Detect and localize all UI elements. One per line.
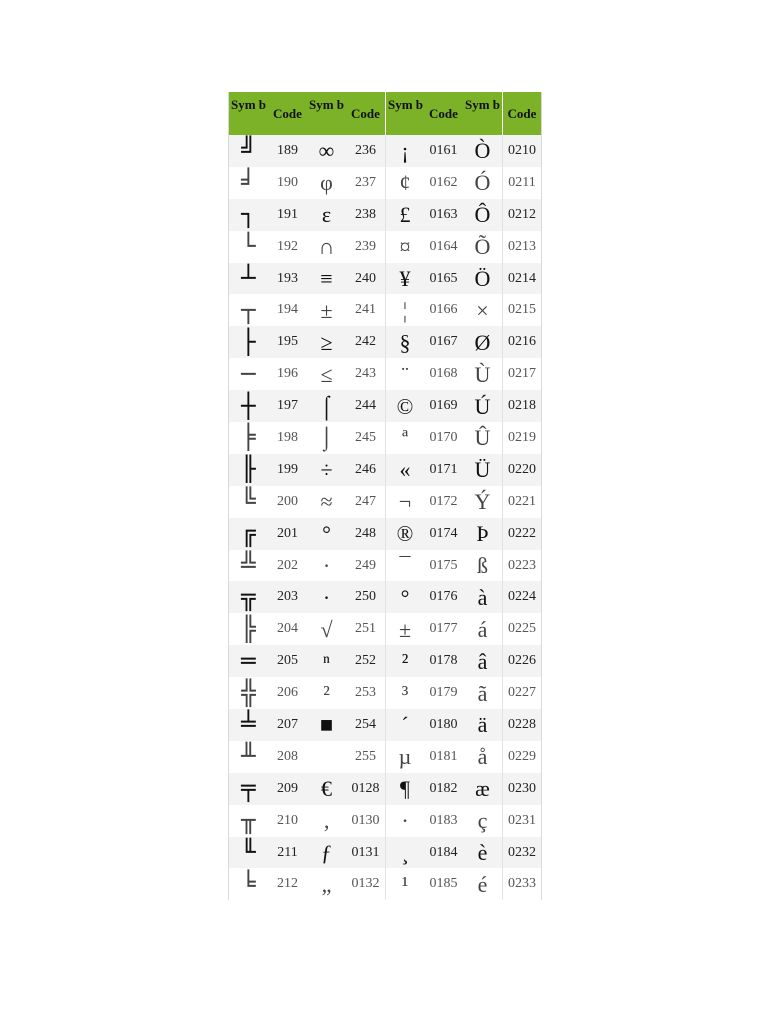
- table-row: [229, 645, 541, 677]
- code-cell: 0181: [429, 748, 458, 764]
- code-cell: 0210: [502, 135, 541, 167]
- symbol-cell: ├: [241, 327, 256, 356]
- symbol-cell: Þ: [476, 521, 489, 547]
- symbol-cell: ╚: [241, 487, 256, 516]
- code-cell: 208: [277, 748, 298, 764]
- symbol-cell: ·: [322, 584, 331, 610]
- symbol-cell: £: [385, 199, 424, 231]
- symbol-cell: ⁿ: [323, 648, 330, 674]
- code-cell: 0179: [429, 685, 458, 701]
- symbol-cell: Ü: [474, 457, 491, 483]
- symbol-cell: └: [241, 232, 256, 261]
- table-row: [229, 294, 541, 326]
- code-cell: 0177: [429, 621, 458, 637]
- symbol-cell: ╔: [241, 519, 256, 548]
- symbol-cell: ╤: [241, 774, 256, 803]
- symbol-cell: ¹: [385, 868, 424, 900]
- code-cell: 0229: [502, 741, 541, 773]
- header-code-4: Code: [502, 92, 541, 135]
- symbol-cell: Ó: [474, 170, 491, 196]
- symbol-cell: ä: [477, 712, 488, 738]
- code-cell: 0168: [429, 366, 458, 382]
- symbol-cell: ╠: [241, 614, 256, 643]
- code-cell: 0131: [351, 844, 380, 860]
- code-cell: 0128: [351, 780, 380, 796]
- code-cell: 253: [355, 685, 376, 701]
- table-row: [229, 805, 541, 837]
- symbol-cell: ‚: [322, 808, 331, 834]
- code-cell: 250: [355, 589, 376, 605]
- table-row: [229, 167, 541, 199]
- symbol-cell: á: [477, 616, 488, 642]
- table-row: [229, 422, 541, 454]
- symbol-cell: ¢: [385, 167, 424, 199]
- symbol-cell: Õ: [474, 234, 491, 260]
- symbol-cell: ╛: [241, 168, 256, 197]
- symbol-cell: „: [321, 871, 332, 897]
- table-row: [229, 868, 541, 900]
- symbol-cell: φ: [320, 170, 333, 196]
- code-cell: 0163: [429, 206, 458, 222]
- symbol-cell: ·: [322, 553, 331, 579]
- symbol-cell: æ: [475, 776, 490, 802]
- symbol-cell: ¶: [385, 773, 424, 805]
- code-cell: 191: [277, 206, 298, 222]
- code-cell: 0171: [429, 461, 458, 477]
- symbol-cell: ç: [477, 808, 488, 834]
- symbol-cell: €: [321, 776, 332, 802]
- code-cell: 236: [355, 142, 376, 158]
- code-cell: 0182: [429, 780, 458, 796]
- code-cell: 238: [355, 206, 376, 222]
- code-cell: 0172: [429, 493, 458, 509]
- code-cell: 201: [277, 525, 298, 541]
- code-cell: 202: [277, 557, 298, 573]
- symbol-cell: §: [385, 326, 424, 358]
- code-cell: 0165: [429, 270, 458, 286]
- symbol-cell: ß: [477, 553, 488, 579]
- code-cell: 197: [277, 398, 298, 414]
- code-cell: 240: [355, 270, 376, 286]
- symbol-cell: ·: [385, 805, 424, 837]
- symbol-cell: ±: [385, 613, 424, 645]
- symbol-cell: ¡: [385, 135, 424, 167]
- code-cell: 0211: [502, 167, 541, 199]
- symbol-cell: â: [477, 648, 488, 674]
- code-cell: 0226: [502, 645, 541, 677]
- symbol-cell: ╙: [241, 838, 256, 867]
- code-cell: 0232: [502, 837, 541, 869]
- code-cell: 203: [277, 589, 298, 605]
- symbol-cell: é: [477, 871, 488, 897]
- symbol-cell: ≡: [320, 266, 333, 291]
- code-cell: 204: [277, 621, 298, 637]
- code-cell: 200: [277, 493, 298, 509]
- code-cell: 194: [277, 302, 298, 318]
- symbol-cell: ´: [385, 709, 424, 741]
- table-row: [229, 550, 541, 582]
- symbol-cell: ╟: [241, 455, 256, 484]
- code-cell: 237: [355, 174, 376, 190]
- symbol-cell: µ: [385, 741, 424, 773]
- code-cell: 0227: [502, 677, 541, 709]
- code-cell: 0164: [429, 238, 458, 254]
- code-cell: 0217: [502, 358, 541, 390]
- code-cell: 0228: [502, 709, 541, 741]
- symbol-cell: ª: [385, 422, 424, 454]
- code-cell: 248: [355, 525, 376, 541]
- symbol-cell: ⌠: [319, 393, 334, 419]
- header-sym-1: Sym b: [231, 97, 267, 112]
- code-cell: 254: [355, 716, 376, 732]
- symbol-cell: ─: [241, 359, 256, 388]
- symbol-cell: ┴: [241, 264, 256, 292]
- symbol-cell: ∞: [318, 138, 335, 164]
- code-cell: 206: [277, 685, 298, 701]
- symbol-cell: ╩: [241, 551, 256, 580]
- symbol-cell: ┬: [241, 295, 256, 324]
- symbol-cell: ¤: [385, 231, 424, 263]
- symbol-cell: ×: [476, 297, 489, 323]
- code-cell: 0176: [429, 589, 458, 605]
- symbol-cell: «: [385, 454, 424, 486]
- symbol-cell: ╬: [241, 678, 256, 707]
- header-code-3: Code: [429, 106, 458, 121]
- table-row: [229, 677, 541, 709]
- symbol-cell: Ø: [474, 329, 491, 355]
- code-cell: 192: [277, 238, 298, 254]
- symbol-cell: ∩: [318, 234, 335, 260]
- symbol-cell: ╦: [241, 582, 256, 611]
- code-cell: 0218: [502, 390, 541, 422]
- code-cell: 0216: [502, 326, 541, 358]
- header-sym-4: Sym b: [465, 97, 501, 112]
- code-cell: 0162: [429, 174, 458, 190]
- symbol-cell: ®: [385, 518, 424, 550]
- symbol-cell: Ý: [474, 489, 491, 515]
- symbol-cell: ¨: [385, 358, 424, 390]
- symbol-cell: Ö: [474, 266, 491, 291]
- header-sym-3: Sym b: [385, 92, 424, 135]
- table-row: [229, 199, 541, 231]
- code-cell: 0185: [429, 876, 458, 892]
- table-row: [229, 454, 541, 486]
- code-cell: 255: [355, 748, 376, 764]
- table-row: [229, 135, 541, 167]
- code-cell: 207: [277, 716, 298, 732]
- symbol-cell: ²: [385, 645, 424, 677]
- code-cell: 210: [277, 812, 298, 828]
- symbol-cell: ³: [385, 677, 424, 709]
- code-cell: 211: [277, 844, 298, 860]
- code-cell: 0170: [429, 429, 458, 445]
- code-cell: 244: [355, 398, 376, 414]
- symbol-cell: ╧: [241, 710, 256, 739]
- symbol-cell: ≈: [320, 489, 333, 515]
- code-cell: 0174: [429, 525, 458, 541]
- symbol-cell: Ù: [474, 361, 491, 387]
- symbol-cell: ┼: [241, 391, 256, 420]
- table-row: [229, 773, 541, 805]
- code-cell: 251: [355, 621, 376, 637]
- symbol-cell: ═: [241, 646, 256, 675]
- code-cell: 0214: [502, 263, 541, 295]
- code-cell: 196: [277, 366, 298, 382]
- symbol-cell: ÷: [320, 457, 333, 483]
- code-cell: 0169: [429, 398, 458, 414]
- table-header-row: [229, 92, 541, 135]
- symbol-cell: ╨: [241, 742, 256, 771]
- code-cell: 0167: [429, 334, 458, 350]
- code-cell: 0183: [429, 812, 458, 828]
- code-cell: 252: [355, 653, 376, 669]
- code-cell: 0213: [502, 231, 541, 263]
- character-code-table: [228, 92, 542, 900]
- table-row: [229, 741, 541, 773]
- symbol-cell: °: [322, 521, 331, 547]
- symbol-cell: ⌡: [319, 425, 334, 451]
- table-row: [229, 231, 541, 263]
- code-cell: 198: [277, 429, 298, 445]
- code-cell: 243: [355, 366, 376, 382]
- code-cell: 0220: [502, 454, 541, 486]
- table-row: [229, 709, 541, 741]
- symbol-cell: ã: [477, 680, 488, 706]
- symbol-cell: ╞: [241, 423, 256, 452]
- table-row: [229, 326, 541, 358]
- symbol-cell: Ú: [474, 393, 491, 419]
- symbol-cell: Ò: [474, 138, 491, 164]
- code-cell: 190: [277, 174, 298, 190]
- code-cell: 245: [355, 429, 376, 445]
- symbol-cell: °: [385, 581, 424, 613]
- code-cell: 0130: [351, 812, 380, 828]
- code-cell: 0223: [502, 550, 541, 582]
- symbol-cell: Û: [474, 425, 491, 451]
- header-code-2: Code: [351, 106, 380, 121]
- code-cell: 242: [355, 334, 376, 350]
- code-cell: 0221: [502, 486, 541, 518]
- code-cell: 0225: [502, 613, 541, 645]
- symbol-cell: ╘: [241, 869, 256, 898]
- table-body: [229, 135, 541, 900]
- symbol-cell: å: [477, 744, 488, 770]
- symbol-cell: ¥: [385, 263, 424, 295]
- code-cell: 209: [277, 780, 298, 796]
- code-cell: 0166: [429, 302, 458, 318]
- code-cell: 0212: [502, 199, 541, 231]
- code-cell: 0132: [351, 876, 380, 892]
- table-row: [229, 581, 541, 613]
- code-cell: 0180: [429, 716, 458, 732]
- symbol-cell: ¦: [385, 294, 424, 326]
- symbol-cell: ²: [323, 680, 330, 706]
- table-row: [229, 263, 541, 295]
- table-row: [229, 358, 541, 390]
- code-cell: 0175: [429, 557, 458, 573]
- code-cell: 193: [277, 270, 298, 286]
- symbol-cell: ±: [320, 297, 333, 323]
- code-cell: 0224: [502, 581, 541, 613]
- table-row: [229, 518, 541, 550]
- symbol-cell: ©: [385, 390, 424, 422]
- table-row: [229, 613, 541, 645]
- code-cell: 212: [277, 876, 298, 892]
- header-code-1: Code: [273, 106, 302, 121]
- code-cell: 0215: [502, 294, 541, 326]
- symbol-cell: ¸: [385, 837, 424, 869]
- code-cell: 0161: [429, 142, 458, 158]
- code-cell: 0230: [502, 773, 541, 805]
- code-cell: 0219: [502, 422, 541, 454]
- code-cell: 205: [277, 653, 298, 669]
- symbol-cell: ƒ: [321, 840, 332, 866]
- code-cell: 241: [355, 302, 376, 318]
- symbol-cell: ≤: [320, 361, 333, 387]
- symbol-cell: ε: [321, 202, 332, 228]
- symbol-cell: ¯: [385, 550, 424, 582]
- code-cell: 247: [355, 493, 376, 509]
- symbol-cell: Ô: [474, 202, 491, 228]
- code-cell: 0178: [429, 653, 458, 669]
- code-cell: 189: [277, 142, 298, 158]
- symbol-cell: ╝: [241, 136, 256, 165]
- symbol-cell: ≥: [320, 329, 333, 355]
- symbol-cell: ■: [319, 712, 334, 738]
- symbol-cell: ╥: [241, 806, 256, 835]
- code-cell: 0222: [502, 518, 541, 550]
- symbol-cell: è: [477, 840, 488, 866]
- table-row: [229, 486, 541, 518]
- symbol-cell: ¬: [385, 486, 424, 518]
- code-cell: 246: [355, 461, 376, 477]
- table-row: [229, 837, 541, 869]
- code-cell: 0184: [429, 844, 458, 860]
- code-cell: 0231: [502, 805, 541, 837]
- symbol-cell: √: [320, 616, 333, 642]
- table-row: [229, 390, 541, 422]
- code-cell: 239: [355, 238, 376, 254]
- code-cell: 195: [277, 334, 298, 350]
- code-cell: 0233: [502, 868, 541, 900]
- code-cell: 249: [355, 557, 376, 573]
- header-sym-2: Sym b: [309, 97, 345, 112]
- code-cell: 199: [277, 461, 298, 477]
- symbol-cell: à: [477, 584, 488, 610]
- symbol-cell: ┐: [241, 200, 256, 229]
